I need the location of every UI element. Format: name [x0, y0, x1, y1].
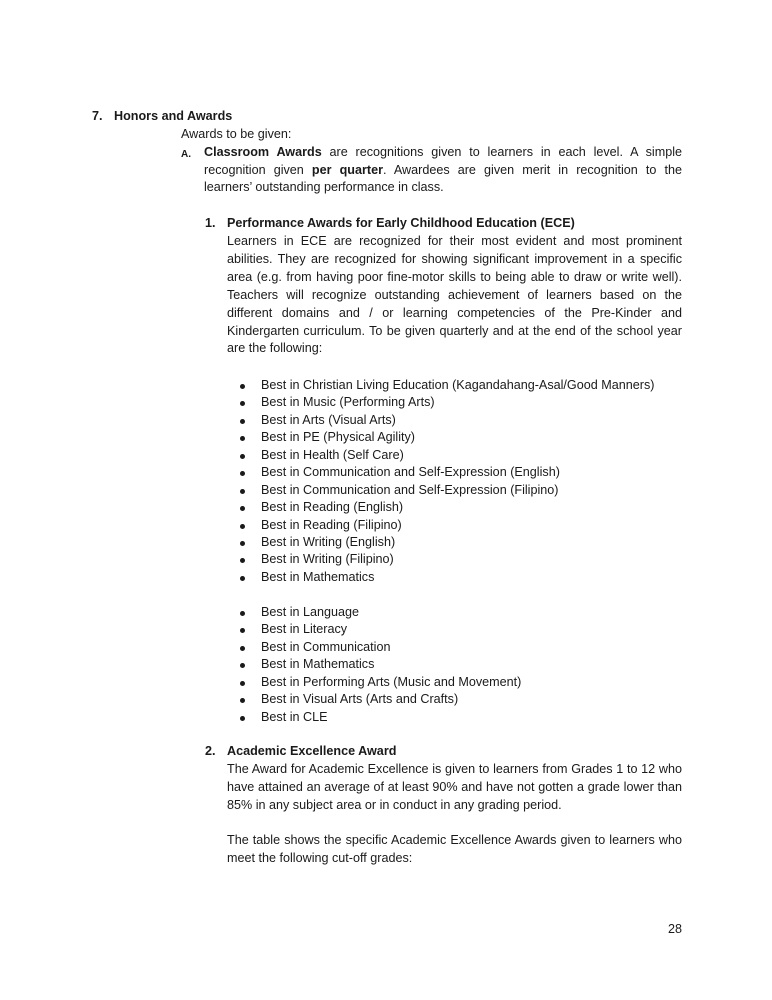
classroom-awards-text-1: are recognitions given to learners in each level. A simple recognition given: [204, 145, 683, 177]
bullet-icon: [240, 524, 245, 529]
list-item-label: Best in PE (Physical Agility): [261, 430, 415, 445]
list-item: [238, 447, 654, 464]
list-item: [238, 534, 654, 551]
performance-awards-title: Performance Awards for Early Childhood Education (ECE): [227, 216, 575, 230]
list-item-label: Best in Reading (Filipino): [261, 517, 402, 532]
list-item-label: Best in Mathematics: [261, 569, 375, 584]
bullet-icon: [240, 576, 245, 581]
list-item: [238, 674, 521, 691]
list-item-label: Best in Health (Self Care): [261, 447, 404, 462]
list-item-label: Best in Communication and Self-Expression (Filipino): [261, 482, 559, 497]
bullet-icon: [240, 436, 245, 441]
per-quarter-bold: per quarter: [311, 162, 383, 177]
list-item-label: Best in Literacy: [261, 622, 348, 637]
bullet-icon: [240, 558, 245, 563]
list-item-label: Best in Reading (English): [261, 500, 404, 515]
bullet-icon: [240, 681, 245, 686]
bullet-icon: [240, 384, 245, 389]
list-item: [238, 709, 521, 726]
academic-excellence-title: Academic Excellence Award: [227, 744, 397, 758]
bullet-icon: [240, 471, 245, 476]
bullet-icon: [240, 628, 245, 633]
list-item-label: Best in Mathematics: [261, 657, 375, 672]
list-item: [238, 464, 654, 481]
bullet-icon: [240, 716, 245, 721]
list-item: [238, 639, 521, 656]
list-item-label: Best in Christian Living Education (Kagandahang-Asal/Good Manners): [261, 378, 655, 392]
bullet-icon: [240, 541, 245, 546]
list-item: [238, 517, 654, 534]
list-item: [238, 621, 521, 638]
academic-excellence-number: 2.: [205, 744, 216, 758]
list-item-label: Best in Communication: [261, 639, 391, 654]
awards-intro: Awards to be given:: [181, 127, 292, 141]
performance-awards-number: 1.: [205, 216, 216, 230]
list-item: [238, 499, 654, 516]
bullet-icon: [240, 698, 245, 703]
bullet-icon: [240, 454, 245, 459]
list-item-label: Best in Music (Performing Arts): [261, 395, 435, 410]
academic-excellence-paragraph-2: The table shows the specific Academic Excellence Awards given to learners who meet the following cut-off grades:: [227, 833, 682, 865]
list-item: [238, 569, 654, 586]
list-item-label: Best in Communication and Self-Expression (English): [261, 465, 560, 480]
list-item-label: Best in Performing Arts (Music and Movement): [261, 674, 522, 689]
list-item-label: Best in Visual Arts (Arts and Crafts): [261, 692, 459, 707]
list-item-label: Best in CLE: [261, 709, 328, 724]
ece-awards-list-1: [238, 377, 654, 586]
list-item: [238, 429, 654, 446]
classroom-awards-text-2: . Awardees are given merit in recognition to the learners’ outstanding performance in class.: [204, 162, 682, 195]
list-item: [238, 551, 654, 568]
list-item: [238, 656, 521, 673]
list-item: [238, 604, 521, 621]
list-item: [238, 691, 521, 708]
academic-excellence-paragraph-1: The Award for Academic Excellence is given to learners from Grades 1 to 12 who have attained an average of at least 90% and have not gotten a grade lower than 85% in any subject area or in conduct in any grading period.: [227, 762, 682, 812]
list-item: [238, 412, 654, 429]
list-item: [238, 482, 654, 499]
section-number: 7.: [92, 109, 103, 123]
ece-awards-list-2: [238, 604, 521, 726]
bullet-icon: [240, 506, 245, 511]
list-item-label: Best in Writing (English): [261, 534, 396, 549]
bullet-icon: [240, 419, 245, 424]
list-item-label: Best in Language: [261, 605, 360, 619]
classroom-awards-paragraph: [204, 144, 682, 197]
performance-awards-paragraph: Learners in ECE are recognized for their most evident and most prominent abilities. They are recognized for showing significant improvement in a specific area (e.g. from having poor fine-motor skills to being able to draw or write well). Teachers will recognize outstanding achievement of learners based on the different domains and / or learning competencies of the Pre-Kinder and Kindergarten curriculum. To be given quarterly and at the end of the school year are the following:: [227, 234, 682, 356]
bullet-icon: [240, 489, 245, 494]
bullet-icon: [240, 646, 245, 651]
section-title: Honors and Awards: [114, 109, 233, 123]
bullet-icon: [240, 401, 245, 406]
list-item-label: Best in Arts (Visual Arts): [261, 412, 396, 427]
classroom-awards-letter: A.: [181, 149, 191, 160]
list-item: [238, 377, 654, 394]
bullet-icon: [240, 611, 245, 616]
list-item-label: Best in Writing (Filipino): [261, 552, 394, 567]
list-item: [238, 394, 654, 411]
classroom-awards-bold-lead: Classroom Awards: [204, 145, 322, 159]
bullet-icon: [240, 663, 245, 668]
page-number: 28: [668, 922, 683, 936]
